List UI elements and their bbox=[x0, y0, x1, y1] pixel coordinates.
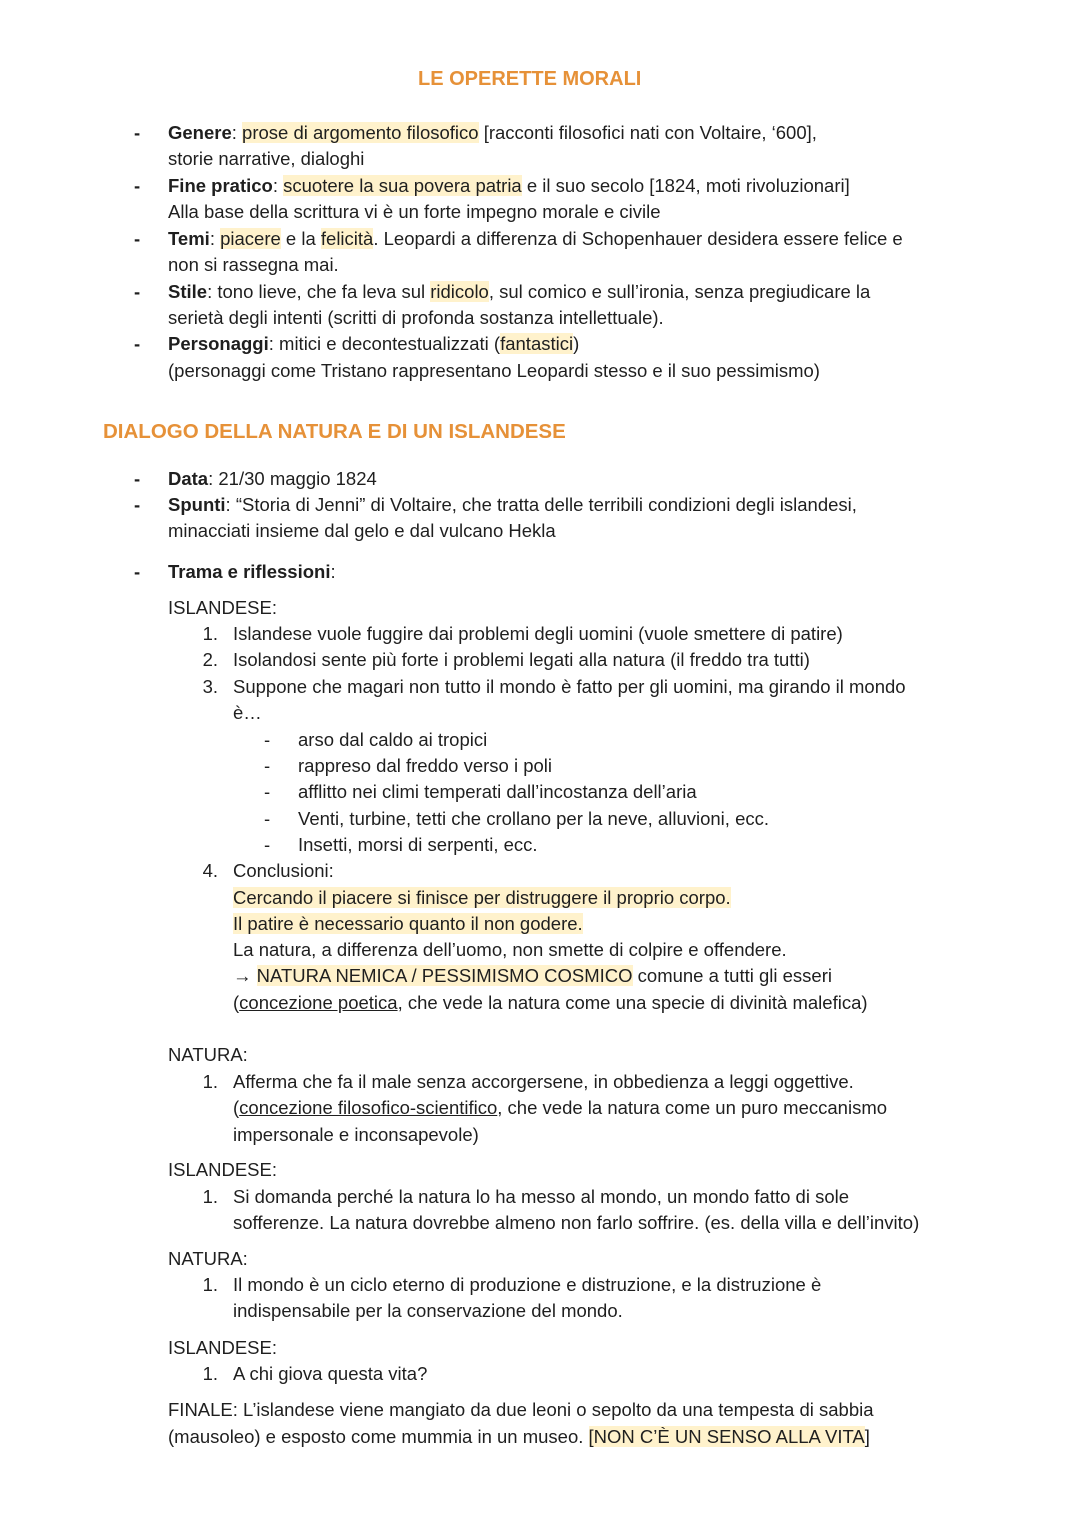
sub-bullet-dash: - bbox=[264, 834, 271, 855]
speaker-natura: NATURA: bbox=[168, 1044, 248, 1065]
genere-highlight: prose di argomento filosofico bbox=[242, 122, 479, 143]
conclusioni-highlight-1: Cercando il piacere si finisce per distruggere il proprio corpo. bbox=[233, 887, 731, 908]
fine-line-2: Alla base della scrittura vi è un forte impegno morale e civile bbox=[168, 201, 661, 222]
genere-rest: [racconti filosofici nati con Voltaire, ‘600], bbox=[478, 122, 817, 143]
genere-line: Genere: prose di argomento filosofico [racconti filosofici nati con Voltaire, ‘600], bbox=[168, 122, 817, 143]
sub-list-item: Venti, turbine, tetti che crollano per la neve, alluvioni, ecc. bbox=[298, 808, 769, 829]
personaggi-label: Personaggi bbox=[168, 333, 269, 354]
stile-line bbox=[168, 279, 870, 305]
natura-after: , che vede la natura come un puro meccanismo bbox=[497, 1097, 888, 1118]
temi-rest: . Leopardi a differenza di Schopenhauer desidera essere felice e bbox=[373, 228, 903, 249]
data-text: : 21/30 maggio 1824 bbox=[208, 468, 377, 489]
spunti-text: : “Storia di Jenni” di Voltaire, che tratta delle terribili condizioni degli islandesi, bbox=[225, 494, 857, 515]
fine-rest: e il suo secolo [1824, moti rivoluzionari] bbox=[521, 175, 850, 196]
sub-bullet-dash: - bbox=[264, 808, 271, 829]
list-item-continuation bbox=[233, 1095, 887, 1121]
list-number: 1. bbox=[202, 623, 218, 644]
list-item-continuation: impersonale e inconsapevole) bbox=[233, 1124, 479, 1145]
list-item: Afferma che fa il male senza accorgersene, in obbedienza a leggi oggettive. bbox=[233, 1071, 854, 1092]
personaggi-line-2: (personaggi come Tristano rappresentano Leopardi stesso e il suo pessimismo) bbox=[168, 360, 820, 381]
trama-label: Trama e riflessioni bbox=[168, 561, 331, 582]
section-heading: DIALOGO DELLA NATURA E DI UN ISLANDESE bbox=[103, 420, 566, 443]
spunti-label: Spunti bbox=[168, 494, 226, 515]
conclusioni-line-4 bbox=[233, 963, 832, 989]
sub-list-item: afflitto nei climi temperati dall’incostanza dell’aria bbox=[298, 781, 697, 802]
list-number: 1. bbox=[202, 1071, 218, 1092]
trama-colon: : bbox=[330, 561, 336, 582]
bullet-dash: - bbox=[134, 175, 141, 196]
speaker-islandese: ISLANDESE: bbox=[168, 597, 277, 618]
list-number: 4. bbox=[202, 860, 218, 881]
sub-bullet-dash: - bbox=[264, 729, 271, 750]
bullet-dash: - bbox=[134, 561, 141, 582]
list-item-continuation: sofferenze. La natura dovrebbe almeno non farlo soffrire. (es. della villa e dell’invito) bbox=[233, 1212, 920, 1233]
data-label: Data bbox=[168, 468, 209, 489]
personaggi-highlight: fantastici bbox=[500, 333, 574, 354]
arrow-icon: → bbox=[233, 965, 257, 986]
sub-bullet-dash: - bbox=[264, 781, 271, 802]
stile-label: Stile bbox=[168, 281, 208, 302]
sub-bullet-dash: - bbox=[264, 755, 271, 776]
paren-open: ( bbox=[233, 992, 240, 1013]
bullet-dash: - bbox=[134, 468, 141, 489]
stile-highlight: ridicolo bbox=[430, 281, 489, 302]
conclusioni-line-1 bbox=[233, 885, 731, 911]
conclusioni-label: Conclusioni: bbox=[233, 860, 334, 881]
stile-line-2: serietà degli intenti (scritti di profonda sostanza intellettuale). bbox=[168, 307, 664, 328]
list-item: A chi giova questa vita? bbox=[233, 1363, 428, 1384]
speaker-islandese: ISLANDESE: bbox=[168, 1159, 277, 1180]
finale-line-2 bbox=[168, 1424, 870, 1450]
list-item: Il mondo è un ciclo eterno di produzione e distruzione, e la distruzione è bbox=[233, 1274, 822, 1295]
sub-list-item: Insetti, morsi di serpenti, ecc. bbox=[298, 834, 538, 855]
spunti-line bbox=[168, 492, 857, 518]
page-title: LE OPERETTE MORALI bbox=[418, 68, 642, 90]
sub-list-item: arso dal caldo ai tropici bbox=[298, 729, 488, 750]
list-item: Islandese vuole fuggire dai problemi degli uomini (vuole smettere di patire) bbox=[233, 623, 843, 644]
fine-label: Fine pratico bbox=[168, 175, 273, 196]
stile-pre: : tono lieve, che fa leva sul bbox=[207, 281, 431, 302]
personaggi-pre: : mitici e decontestualizzati ( bbox=[268, 333, 501, 354]
temi-mid: e la bbox=[280, 228, 321, 249]
list-number: 1. bbox=[202, 1363, 218, 1384]
conclusioni-line-3: La natura, a differenza dell’uomo, non smette di colpire e offendere. bbox=[233, 939, 787, 960]
bullet-dash: - bbox=[134, 494, 141, 515]
data-line bbox=[168, 466, 377, 492]
list-item: Si domanda perché la natura lo ha messo al mondo, un mondo fatto di sole bbox=[233, 1186, 850, 1207]
concezione-poetica: concezione poetica bbox=[239, 992, 398, 1013]
concezione-filosofico-scientifico: concezione filosofico-scientifico bbox=[239, 1097, 498, 1118]
list-number: 1. bbox=[202, 1274, 218, 1295]
conclusioni-highlight-2: Il patire è necessario quanto il non godere. bbox=[233, 913, 583, 934]
bullet-dash: - bbox=[134, 122, 141, 143]
list-item: Isolandosi sente più forte i problemi legati alla natura (il freddo tra tutti) bbox=[233, 649, 810, 670]
speaker-natura: NATURA: bbox=[168, 1248, 248, 1269]
temi-highlight-1: piacere bbox=[220, 228, 281, 249]
bullet-dash: - bbox=[134, 333, 141, 354]
list-number: 1. bbox=[202, 1186, 218, 1207]
conclusioni-line-5 bbox=[233, 990, 868, 1016]
list-number: 2. bbox=[202, 649, 218, 670]
genere-line-2: storie narrative, dialoghi bbox=[168, 148, 365, 169]
fine-line: Fine pratico: scuotere la sua povera patria e il suo secolo [1824, moti rivoluzionari] bbox=[168, 175, 850, 196]
personaggi-post: ) bbox=[573, 333, 580, 354]
fine-highlight: scuotere la sua povera patria bbox=[283, 175, 522, 196]
sub-list-item: rappreso dal freddo verso i poli bbox=[298, 755, 553, 776]
bullet-dash: - bbox=[134, 281, 141, 302]
finale-highlight: [NON C’È UN SENSO ALLA VITA bbox=[588, 1426, 865, 1447]
temi-line: Temi: piacere e la felicità. Leopardi a differenza di Schopenhauer desidera essere felice e bbox=[168, 228, 903, 249]
conclusioni-after-4: , che vede la natura come una specie di divinità malefica) bbox=[397, 992, 868, 1013]
list-item-continuation: è… bbox=[233, 702, 262, 723]
finale-close: ] bbox=[864, 1426, 870, 1447]
temi-label: Temi bbox=[168, 228, 210, 249]
finale-text: (mausoleo) e esposto come mummia in un museo. bbox=[168, 1426, 589, 1447]
list-item: Suppone che magari non tutto il mondo è fatto per gli uomini, ma girando il mondo bbox=[233, 676, 906, 697]
paren-open: ( bbox=[233, 1097, 240, 1118]
finale-line-1: FINALE: L’islandese viene mangiato da due leoni o sepolto da una tempesta di sabbia bbox=[168, 1399, 874, 1420]
spunti-line-2: minacciati insieme dal gelo e dal vulcano Hekla bbox=[168, 520, 556, 541]
conclusioni-after-3: comune a tutti gli esseri bbox=[632, 965, 832, 986]
list-item-continuation: indispensabile per la conservazione del mondo. bbox=[233, 1300, 623, 1321]
conclusioni-highlight-3: NATURA NEMICA / PESSIMISMO COSMICO bbox=[256, 965, 633, 986]
personaggi-line bbox=[168, 331, 579, 357]
temi-line-2: non si rassegna mai. bbox=[168, 254, 339, 275]
temi-highlight-2: felicità bbox=[320, 228, 374, 249]
speaker-islandese: ISLANDESE: bbox=[168, 1337, 277, 1358]
genere-label: Genere bbox=[168, 122, 232, 143]
conclusioni-line-2 bbox=[233, 911, 583, 937]
list-number: 3. bbox=[202, 676, 218, 697]
stile-rest: , sul comico e sull’ironia, senza pregiudicare la bbox=[488, 281, 871, 302]
trama-line bbox=[168, 559, 336, 585]
bullet-dash: - bbox=[134, 228, 141, 249]
